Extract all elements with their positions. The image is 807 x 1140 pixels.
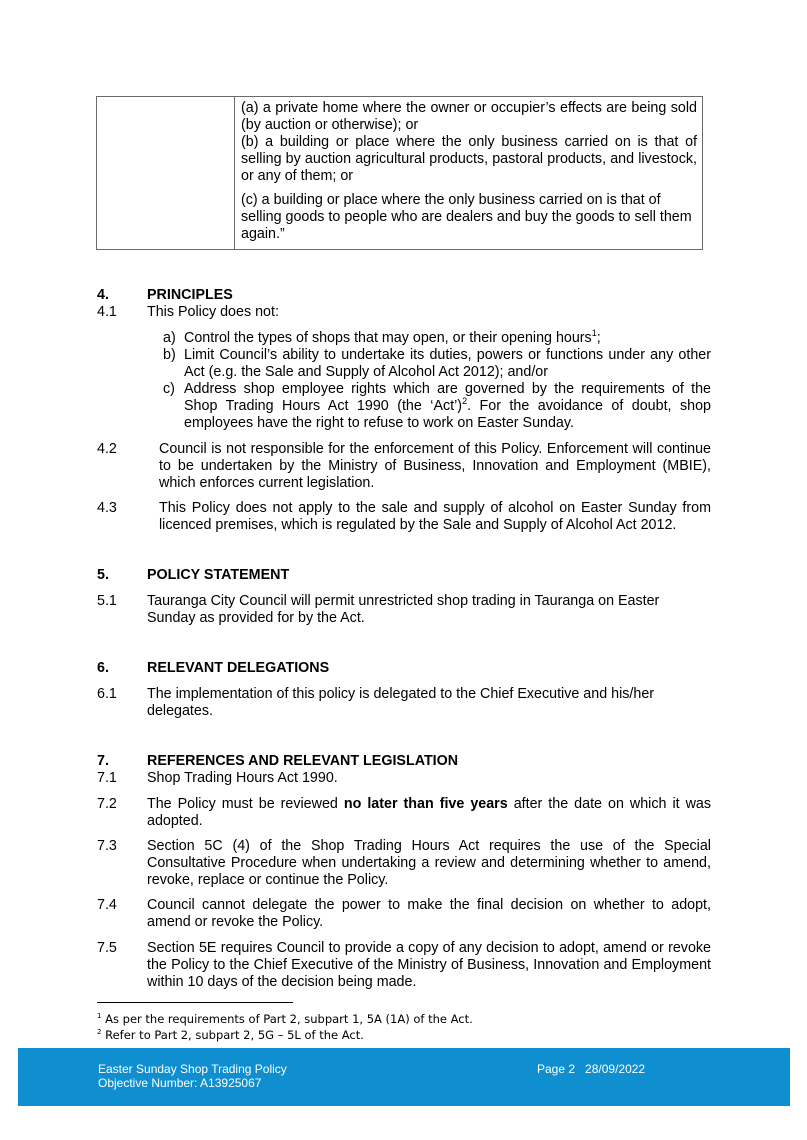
section-6-number: 6. (97, 660, 109, 676)
para-4-2-number: 4.2 (97, 441, 117, 457)
para-4-3-number: 4.3 (97, 500, 117, 516)
para-4-1-number: 4.1 (97, 304, 117, 320)
review-deadline-emphasis: no later than five years (343, 796, 508, 812)
list-item-b-label: b) (163, 347, 176, 363)
para-4-1-text: This Policy does not: (147, 304, 279, 320)
list-item-c-text: Address shop employee rights which are governed by the requirements of the Shop Trading Hours Act 1990 (the ‘Act’)$^2$. For the avoidance of doubt, shop employees have the right to refuse to work on Easter Sunday. (184, 381, 711, 431)
list-item-c-label: c) (163, 381, 175, 397)
para-6-1-text: The implementation of this policy is delegated to the Chief Executive and his/her delegates. (147, 686, 655, 719)
footnote-2: $^2$ Refer to Part 2, subpart 2, 5G – 5L of the Act. (97, 1028, 364, 1042)
footnote-ref-1: 1 (591, 328, 597, 339)
para-7-4-number: 7.4 (97, 897, 117, 913)
list-item-b-text: Limit Council’s ability to undertake its duties, powers or functions under any other Act (e.g. the Sale and Supply of Alcohol Act 2012); and/or (184, 347, 711, 380)
table-item-b: (b) a building or place where the only business carried on is that of selling by auction agricultural products, pastoral products, and livestock, or any of them; or (241, 134, 697, 184)
list-item-a-label: a) (163, 330, 176, 346)
section-6-heading: RELEVANT DELEGATIONS (147, 660, 330, 676)
section-4-number: 4. (97, 287, 109, 303)
list-item-a-text: Control the types of shops that may open, or their opening hours$^1$; (184, 328, 601, 346)
footer-page-date: Page 2 28/09/2022 (537, 1062, 646, 1076)
footer-objective-number: Objective Number: A13925067 (98, 1076, 262, 1090)
section-7-heading: REFERENCES AND RELEVANT LEGISLATION (147, 753, 459, 769)
page-footer (18, 1048, 790, 1106)
para-5-1-number: 5.1 (97, 593, 117, 609)
para-5-1-text: Tauranga City Council will permit unrestricted shop trading in Tauranga on Easter Sunday as provided for by the Act. (147, 593, 660, 626)
para-7-1-text: Shop Trading Hours Act 1990. (147, 770, 338, 786)
para-7-5-number: 7.5 (97, 940, 117, 956)
para-7-1-number: 7.1 (97, 770, 117, 786)
table-column-divider (234, 97, 235, 249)
footnote-separator (97, 1002, 293, 1003)
para-7-2-text: The Policy must be reviewed no later than five years after the date on which it was adopted. (147, 796, 712, 829)
para-7-4-text: Council cannot delegate the power to make the final decision on whether to adopt, amend or revoke the Policy. (147, 897, 711, 930)
table-item-c: (c) a building or place where the only business carried on is that of selling goods to people who are dealers and buy the goods to sell them again.” (241, 192, 692, 242)
definition-table (96, 96, 703, 250)
table-item-a: (a) a private home where the owner or occupier’s effects are being sold (by auction or otherwise); or (241, 100, 697, 133)
para-6-1-number: 6.1 (97, 686, 117, 702)
para-7-3-number: 7.3 (97, 838, 117, 854)
section-5-number: 5. (97, 567, 109, 583)
section-7-number: 7. (97, 753, 109, 769)
para-7-5-text: Section 5E requires Council to provide a copy of any decision to adopt, amend or revoke the Policy to the Chief Executive of the Ministry of Business, Innovation and Employment within 10 days of the decision being made. (147, 940, 711, 990)
table-cell-definitions (241, 100, 697, 243)
para-7-2-number: 7.2 (97, 796, 117, 812)
section-4-heading: PRINCIPLES (147, 287, 233, 303)
footnote-1: $^1$ As per the requirements of Part 2, subpart 1, 5A (1A) of the Act. (97, 1012, 473, 1026)
section-5-heading: POLICY STATEMENT (147, 567, 290, 583)
para-4-3-text: This Policy does not apply to the sale and supply of alcohol on Easter Sunday from licenced premises, which is regulated by the Sale and Supply of Alcohol Act 2012. (159, 500, 711, 533)
footnote-ref-2: 2 (462, 396, 468, 407)
para-7-3-text: Section 5C (4) of the Shop Trading Hours Act requires the use of the Special Consultative Procedure when undertaking a review and determining whether to amend, revoke, replace or continue the Policy. (147, 838, 711, 888)
para-4-2-text: Council is not responsible for the enforcement of this Policy. Enforcement will continue to be undertaken by the Ministry of Business, Innovation and Employment (MBIE), which enforces current legislation. (159, 441, 711, 491)
footer-policy-title: Easter Sunday Shop Trading Policy (98, 1062, 287, 1076)
